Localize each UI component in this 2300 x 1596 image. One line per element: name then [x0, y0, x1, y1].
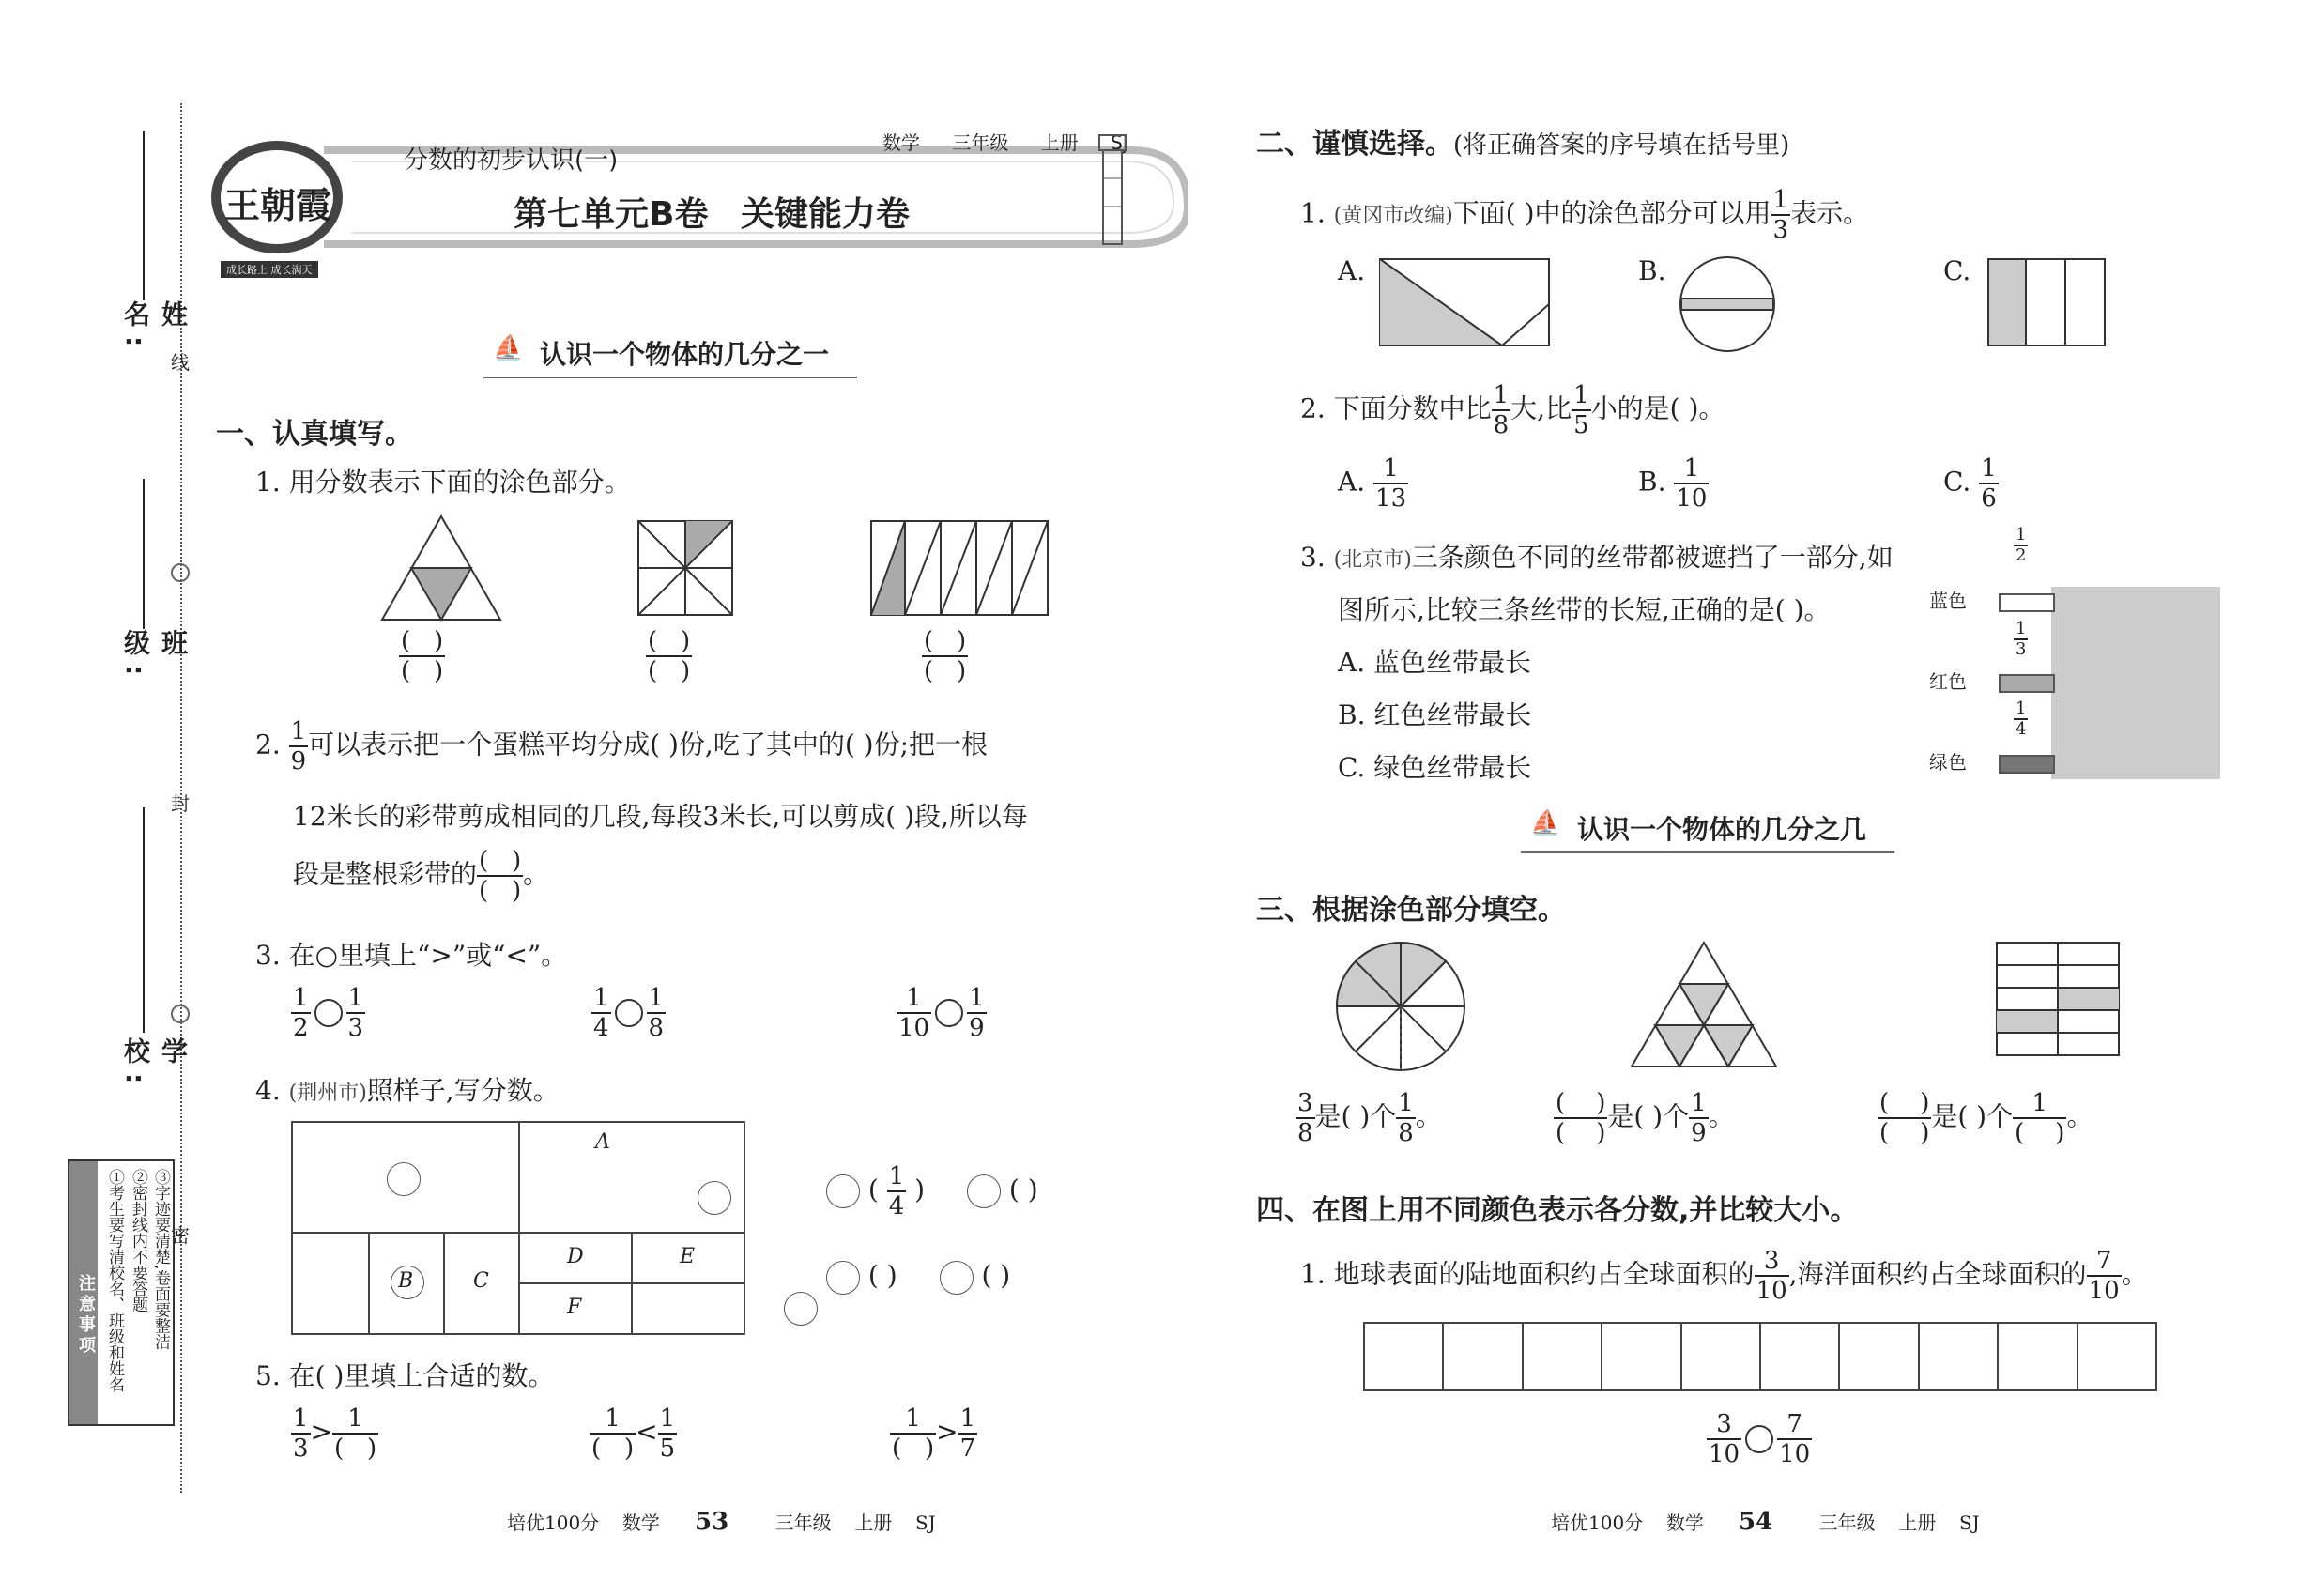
r-q4-text: 1. 地球表面的陆地面积约占全球面积的 $\frac{3}{10}$ ,海洋面积约占全球面积的 $\frac{7}{10}$ 。 — [1300, 1247, 2148, 1305]
pie-figure — [1333, 939, 1468, 1074]
r-q2-option-b[interactable]: B. $\frac{1}{10}$ — [1638, 454, 1708, 513]
option-a-figure — [1378, 257, 1551, 347]
fill-item: $\frac{3}{8}$ 是( )个 $\frac{1}{8}$ 。 — [1297, 1089, 1442, 1147]
surprised-face-icon — [940, 1261, 974, 1295]
option-a-label[interactable]: A. — [1338, 255, 1366, 286]
option-c-label[interactable]: C. — [1943, 255, 1971, 286]
blue-ribbon — [1999, 593, 2055, 612]
subhead-1-text: 认识一个物体的几分之一 — [540, 339, 830, 370]
section-1-title: 一、认真填写。 — [216, 418, 413, 451]
compare-item: $\frac{1}{2}$ $\frac{1}{3}$ — [293, 984, 364, 1042]
header-banner — [211, 113, 1188, 276]
r-q3-option-c[interactable]: C. 绿色丝带最长 — [1338, 752, 1532, 783]
answer-blank[interactable]: ( ) — [1008, 1174, 1038, 1205]
ribbon-figure — [1929, 526, 2225, 784]
footer-left: 培优100分 数学 53 三年级 上册 SJ — [507, 1508, 936, 1536]
answer-fraction[interactable]: ( ) ( ) — [401, 627, 444, 685]
subhead-1 — [483, 334, 857, 378]
footer-right: 培优100分 数学 54 三年级 上册 SJ — [1551, 1508, 1980, 1536]
sad-face-icon — [826, 1261, 860, 1295]
red-ribbon — [1999, 674, 2055, 693]
ribbon-fraction: 1 4 — [2016, 698, 2027, 739]
compare-circle[interactable] — [314, 999, 343, 1027]
q2-line1: 2. $\frac{1}{9}$ 可以表示把一个蛋糕平均分成( )份,吃了其中的( )份;把一根 — [255, 717, 989, 775]
answer-fraction[interactable]: ( ) ( ) — [924, 627, 967, 685]
coloring-strip[interactable] — [1363, 1322, 2157, 1391]
compare-circle[interactable] — [615, 999, 643, 1027]
r-q3-option-a[interactable]: A. 蓝色丝带最长 — [1338, 647, 1532, 678]
green-ribbon — [1999, 755, 2055, 774]
answer-blank[interactable]: ( ) — [867, 1260, 897, 1291]
inequality-item: $\frac{1}{3}$ > 1 ( ) — [293, 1404, 377, 1463]
face-grid — [291, 1121, 745, 1335]
r-q2-option-a[interactable]: A. $\frac{1}{13}$ — [1338, 454, 1407, 513]
grid-label-d: D — [567, 1245, 584, 1268]
name-label: 姓 名: — [120, 300, 189, 357]
surprised-face-icon — [784, 1292, 818, 1326]
inequality-item: 1 ( ) < $\frac{1}{5}$ — [591, 1404, 676, 1463]
cut-mark-2: 封 — [171, 792, 190, 815]
section-3-title: 三、根据涂色部分填空。 — [1256, 894, 1566, 927]
face-answer-row-1: ( $\frac{1}{4}$ ) ( ) — [826, 1162, 1038, 1220]
final-compare: $\frac{3}{10}$ $\frac{7}{10}$ — [1709, 1410, 1811, 1468]
meta-subject: 数学 — [882, 131, 920, 154]
r-q2-text: 2. 下面分数中比 $\frac{1}{8}$ 大,比 $\frac{1}{5}$ 小的是( )。 — [1300, 381, 1725, 439]
triangle-figure — [380, 514, 502, 622]
r-q3-option-b[interactable]: B. 红色丝带最长 — [1338, 699, 1532, 730]
sailboat-icon: ⛵ — [1530, 809, 1561, 837]
section-4-title: 四、在图上用不同颜色表示各分数,并比较大小。 — [1256, 1194, 1859, 1227]
school-label: 学 校: — [120, 1037, 189, 1094]
meta-ed: SJ — [1111, 131, 1128, 154]
fraction: $\frac{1}{9}$ — [290, 717, 307, 775]
option-c-figure — [1986, 257, 2107, 347]
rectangle-figure — [869, 519, 1050, 617]
fill-item: ( ) ( ) 是( )个 $\frac{1}{9}$ 。 — [1556, 1089, 1735, 1147]
grid-label-b: B — [398, 1269, 414, 1293]
subhead-2-text: 认识一个物体的几分之几 — [1577, 814, 1867, 845]
q2-line2: 12米长的彩带剪成相同的几段,每段3米长,可以剪成( )段,所以每 — [293, 801, 1028, 832]
smile-face-icon — [826, 1174, 860, 1208]
binding-ornament-icon — [171, 1005, 190, 1023]
answer-fraction[interactable]: ( ) ( ) — [479, 847, 522, 905]
inequality-item: 1 ( ) > $\frac{1}{7}$ — [892, 1404, 976, 1463]
grid-label-a: A — [595, 1130, 610, 1154]
logo-text: 王朝霞 — [224, 184, 332, 226]
section-2-title: 二、谨慎选择。(将正确答案的序号填在括号里) — [1256, 128, 1790, 161]
topic-label: 分数的初步认识(一) — [404, 146, 619, 175]
r-q3-line2: 图所示,比较三条丝带的长短,正确的是( )。 — [1338, 594, 1831, 625]
brand-logo — [211, 141, 343, 276]
grid-label-f: F — [567, 1296, 582, 1319]
compare-circle[interactable] — [1745, 1425, 1773, 1453]
sad-face-icon — [698, 1181, 731, 1215]
compare-item: $\frac{1}{4}$ $\frac{1}{8}$ — [593, 984, 665, 1042]
q4-text: 4. (荆州市)照样子,写分数。 — [255, 1075, 560, 1106]
binding-strip — [76, 131, 190, 1493]
cut-mark-3: 密 — [171, 1224, 190, 1247]
class-label: 班 级: — [120, 629, 189, 685]
face-answer-row-2 — [826, 1260, 1010, 1295]
sad-face-icon — [967, 1174, 1001, 1208]
answer-blank[interactable]: ( ) — [981, 1260, 1011, 1291]
ribbon-fraction: 1 2 — [2016, 525, 2027, 565]
logo-banner: 成长路上 成长满天 — [221, 261, 318, 278]
cut-mark-1: 线 — [171, 351, 190, 374]
note-3: ③字迹要清楚,卷面要整洁 — [151, 1169, 170, 1350]
rect-grid-figure — [1995, 941, 2121, 1057]
grid-label-c: C — [473, 1269, 489, 1293]
ribbon-label-red: 红色 — [1929, 670, 1967, 693]
page-number: 54 — [1738, 1508, 1773, 1536]
square-figure — [636, 519, 734, 617]
triangle-grid-figure — [1629, 941, 1779, 1070]
r-q3-line1: 3. (北京市)三条颜色不同的丝带都被遮挡了一部分,如 — [1300, 542, 1894, 573]
q3-text: 3. 在○里填上“>”或“<”。 — [255, 940, 568, 971]
option-b-label[interactable]: B. — [1638, 255, 1666, 286]
r-q2-option-c[interactable]: C. $\frac{1}{6}$ — [1943, 454, 1997, 513]
lighthouse-icon — [1084, 122, 1141, 253]
smile-face-icon — [387, 1162, 421, 1196]
binding-ornament-icon — [171, 563, 190, 582]
meta-grade: 三年级 — [952, 131, 1009, 154]
cover-box — [2051, 587, 2220, 779]
page-title: 第七单元B卷 关键能力卷 — [514, 195, 910, 234]
grid-label-e: E — [680, 1245, 696, 1268]
compare-circle[interactable] — [935, 999, 963, 1027]
meta-term: 上册 — [1040, 131, 1079, 154]
note-1: ①考生要写清校名、班级和姓名 — [105, 1169, 124, 1392]
fill-item: ( ) ( ) 是( )个 1 ( ) 。 — [1879, 1089, 2093, 1147]
subhead-2 — [1521, 809, 1894, 853]
answer-fraction[interactable]: ( ) ( ) — [648, 627, 691, 685]
option-b-figure — [1679, 255, 1776, 353]
note-2: ②密封线内不要答题 — [129, 1169, 147, 1312]
notes-title: 注意事项 — [76, 1274, 96, 1357]
notes-box — [68, 1159, 175, 1426]
ribbon-label-green: 绿色 — [1929, 751, 1967, 774]
q2-line3: 段是整根彩带的 ( ) ( ) 。 — [293, 847, 550, 905]
sailboat-icon: ⛵ — [493, 334, 524, 362]
ribbon-label-blue: 蓝色 — [1929, 590, 1967, 612]
page-number: 53 — [694, 1508, 729, 1536]
q1-text: 1. 用分数表示下面的涂色部分。 — [255, 467, 631, 498]
r-q1-text: 1. (黄冈市改编)下面( )中的涂色部分可以用 $\frac{1}{3}$ 表示。 — [1300, 186, 1870, 244]
ribbon-fraction: 1 3 — [2016, 619, 2027, 659]
q5-text: 5. 在( )里填上合适的数。 — [255, 1360, 555, 1391]
compare-item: $\frac{1}{10}$ $\frac{1}{9}$ — [898, 984, 985, 1042]
